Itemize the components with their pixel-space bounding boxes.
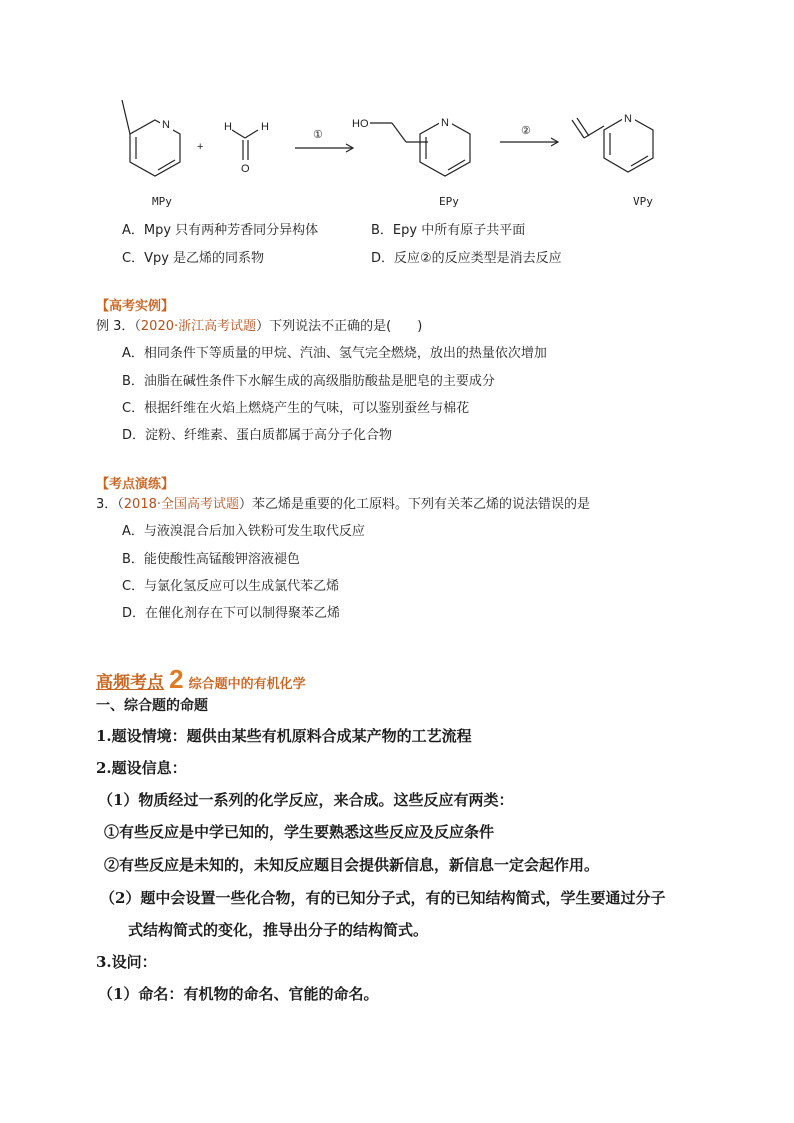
topic2-title-b: 综合题中的有机化学 (188, 677, 306, 692)
topic2-line-5: ①有些反应是中学已知的，学生要熟悉这些反应及反应条件 (104, 823, 495, 841)
practice-3-option-b: B．能使酸性高锰酸钾溶液褪色 (122, 552, 300, 567)
mpy-label: MPy (152, 195, 172, 208)
section-heading-example: 【高考实例】 (96, 299, 175, 314)
epy-ho-group: HO (352, 118, 369, 130)
practice-3-option-c: C．与氯化氢反应可以生成氯代苯乙烯 (122, 579, 340, 594)
topic2-line-1: 一、综合题的命题 (96, 698, 208, 714)
q2-option-d: D．反应②的反应类型是消去反应 (371, 251, 562, 266)
step2-label: ② (521, 125, 531, 137)
practice-3-source: 2018·全国高考试题 (123, 497, 239, 512)
topic2-title-a: 高频考点 (96, 673, 164, 693)
topic2-line-6: ②有些反应是未知的，未知反应题目会提供新信息，新信息一定会起作用。 (104, 856, 600, 874)
practice-3-prefix: 3．（ (96, 497, 124, 512)
plus-sign: + (197, 141, 204, 153)
topic2-line-4: （1）物质经过一系列的化学反应，来合成。这些反应有两类： (98, 791, 514, 809)
practice-3-option-d: D．在催化剂存在下可以制得聚苯乙烯 (122, 606, 341, 621)
q2-option-b: B．Epy 中所有原子共平面 (371, 223, 526, 238)
vpy-label: VPy (633, 195, 653, 208)
example-3-suffix: ）下列说法不正确的是( ) (256, 319, 423, 334)
topic2-line-10: （1）命名：有机物的命名、官能的命名。 (98, 985, 379, 1003)
example-3-stem (96, 319, 422, 335)
practice-3-option-a: A．与液溴混合后加入铁粉可发生取代反应 (122, 524, 365, 539)
reaction-scheme (100, 90, 700, 220)
example-3-option-a: A．相同条件下等质量的甲烷、汽油、氢气完全燃烧，放出的热量依次增加 (122, 346, 547, 361)
epy-n-atom: N (441, 117, 449, 129)
formaldehyde-o: O (241, 163, 250, 175)
reaction-scheme-svg (100, 90, 700, 220)
example-3-option-b: B．油脂在碱性条件下水解生成的高级脂肪酸盐是肥皂的主要成分 (122, 374, 495, 389)
topic2-line-2: 1.题设情境：题供由某些有机原料合成某产物的工艺流程 (96, 727, 472, 745)
q2-option-c: C．Vpy 是乙烯的同系物 (122, 251, 265, 266)
example-3-option-d: D．淀粉、纤维素、蛋白质都属于高分子化合物 (122, 428, 393, 443)
topic2-line-8: 式结构简式的变化，推导出分子的结构简式。 (128, 921, 429, 939)
formaldehyde-h-left: H (224, 121, 232, 133)
example-3-source: 2020·浙江高考试题 (140, 319, 257, 334)
epy-label: EPy (439, 195, 459, 208)
formaldehyde-h-right: H (261, 121, 269, 133)
vpy-n-atom: N (624, 113, 632, 125)
section-heading-practice: 【考点演练】 (96, 477, 175, 492)
topic2-line-7: （2）题中会设置一些化合物，有的已知分子式，有的已知结构简式，学生要通过分子 (100, 889, 666, 907)
step1-label: ① (313, 129, 323, 141)
mpy-methyl (122, 100, 130, 134)
example-3-prefix: 例 3．（ (96, 319, 141, 334)
topic2-heading (96, 664, 306, 695)
topic2-line-3: 2.题设信息： (96, 759, 187, 777)
practice-3-suffix: ）苯乙烯是重要的化工原料。下列有关苯乙烯的说法错误的是 (239, 497, 591, 512)
q2-option-a: A．Mpy 只有两种芳香同分异构体 (122, 223, 319, 238)
example-3-option-c: C．根据纤维在火焰上燃烧产生的气味，可以鉴别蚕丝与棉花 (122, 401, 470, 416)
topic2-line-9: 3.设问： (96, 953, 157, 971)
mpy-n-atom: N (162, 119, 170, 131)
topic2-number: 2 (169, 664, 184, 694)
practice-3-stem (96, 497, 590, 513)
